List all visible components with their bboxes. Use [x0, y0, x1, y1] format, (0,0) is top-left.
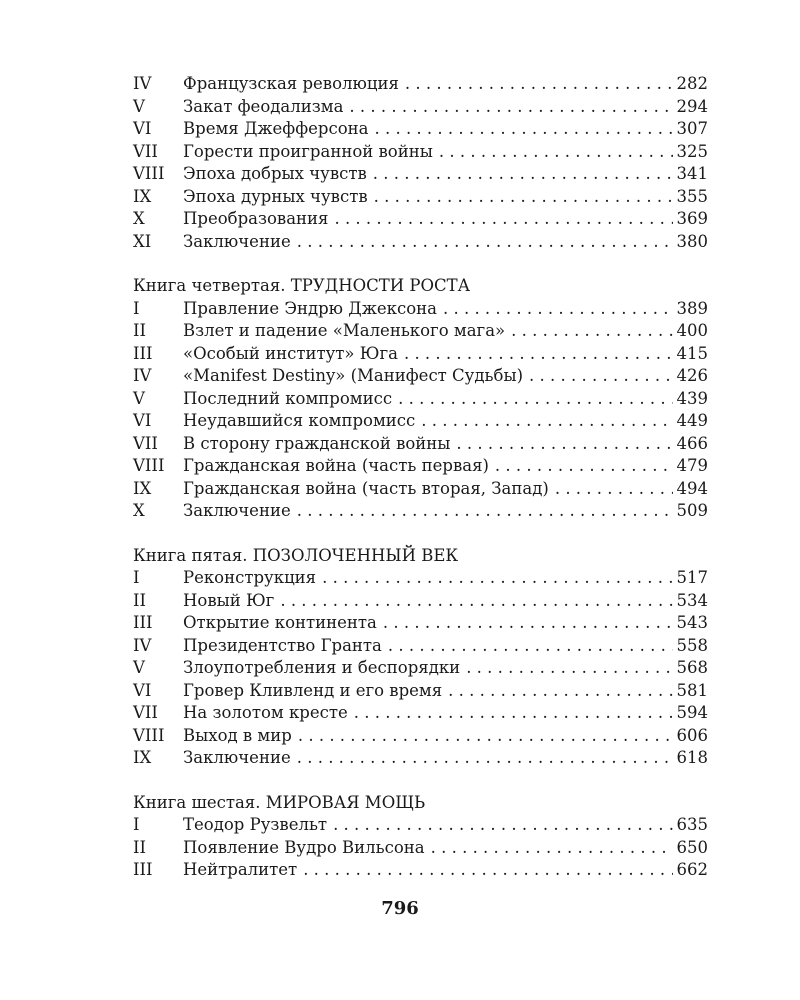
- dot-leader: [298, 725, 673, 748]
- chapter-title: Открытие континента: [183, 612, 383, 635]
- chapter-page: 355: [673, 186, 709, 209]
- dot-leader: [297, 500, 673, 523]
- chapter-number: II: [133, 590, 147, 610]
- chapter-title: Правление Эндрю Джексона: [183, 298, 443, 321]
- chapter-number: IX: [133, 478, 152, 498]
- chapter-number: VIII: [133, 456, 165, 475]
- chapter-title: Появление Вудро Вильсона: [183, 837, 431, 860]
- dot-leader: [297, 231, 673, 254]
- toc-row: [133, 208, 708, 231]
- toc-row: [133, 814, 708, 837]
- section-gap: [133, 523, 708, 545]
- toc-row: [133, 163, 708, 186]
- toc-page: [133, 73, 708, 882]
- dot-leader: [388, 635, 673, 658]
- toc-block-continuation: [133, 73, 708, 253]
- dot-leader: [456, 433, 672, 456]
- toc-block-book5: [133, 545, 708, 770]
- chapter-page: 282: [673, 73, 709, 96]
- chapter-number: VII: [133, 433, 158, 453]
- toc-block-book4: [133, 275, 708, 523]
- chapter-page: 543: [673, 612, 709, 635]
- dot-leader: [374, 186, 673, 209]
- chapter-number: VI: [133, 411, 152, 430]
- chapter-title: Преобразования: [183, 208, 334, 231]
- chapter-page: 426: [673, 365, 709, 388]
- chapter-number: VIII: [133, 164, 165, 183]
- chapter-number: II: [133, 321, 147, 340]
- chapter-page: 534: [673, 590, 709, 613]
- chapter-title: В сторону гражданской войны: [183, 433, 456, 456]
- dot-leader: [383, 612, 673, 635]
- chapter-number: III: [133, 613, 153, 632]
- chapter-page: 662: [673, 859, 709, 882]
- toc-row: [133, 725, 708, 748]
- chapter-title: Французская революция: [183, 73, 405, 96]
- toc-row: [133, 298, 708, 321]
- toc-row: [133, 365, 708, 388]
- chapter-title: Гражданская война (часть первая): [183, 455, 495, 478]
- chapter-title: Новый Юг: [183, 590, 280, 613]
- chapter-number: X: [133, 501, 145, 520]
- chapter-number: X: [133, 209, 145, 228]
- chapter-page: 509: [673, 500, 709, 523]
- toc-row: [133, 118, 708, 141]
- chapter-number: IX: [133, 748, 152, 767]
- toc-row: [133, 410, 708, 433]
- toc-row: [133, 859, 708, 882]
- toc-row: [133, 567, 708, 590]
- toc-row: [133, 433, 708, 456]
- chapter-page: 400: [673, 320, 709, 343]
- chapter-number: II: [133, 837, 147, 857]
- dot-leader: [374, 118, 672, 141]
- dot-leader: [466, 657, 672, 680]
- chapter-title: Выход в мир: [183, 725, 298, 748]
- dot-leader: [322, 567, 672, 590]
- chapter-number: IV: [133, 366, 152, 385]
- toc-row: [133, 388, 708, 411]
- dot-leader: [405, 73, 673, 96]
- chapter-page: 581: [673, 680, 709, 703]
- book-heading: Книга пятая. ПОЗОЛОЧЕННЫЙ ВЕК: [133, 545, 459, 565]
- dot-leader: [398, 388, 672, 411]
- chapter-page: 341: [673, 163, 709, 186]
- chapter-number: VIII: [133, 725, 165, 745]
- chapter-title: Заключение: [183, 231, 297, 254]
- toc-row: [133, 186, 708, 209]
- chapter-page: 325: [673, 141, 709, 164]
- toc-row: [133, 657, 708, 680]
- dot-leader: [333, 814, 672, 837]
- dot-leader: [297, 747, 673, 770]
- toc-row: [133, 680, 708, 703]
- dot-leader: [439, 141, 673, 164]
- dot-leader: [431, 837, 673, 860]
- toc-row: [133, 612, 708, 635]
- dot-leader: [303, 859, 672, 882]
- chapter-number: XI: [133, 231, 152, 251]
- chapter-number: I: [133, 568, 140, 587]
- chapter-title: Заключение: [183, 500, 297, 523]
- dot-leader: [421, 410, 672, 433]
- chapter-number: III: [133, 343, 153, 363]
- dot-leader: [555, 478, 673, 501]
- dot-leader: [495, 455, 673, 478]
- toc-row: [133, 837, 708, 860]
- chapter-title: Неудавшийся компромисс: [183, 410, 421, 433]
- chapter-number: V: [133, 96, 145, 116]
- chapter-title: Горести проигранной войны: [183, 141, 439, 164]
- chapter-title: Закат феодализма: [183, 96, 349, 119]
- toc-row: [133, 500, 708, 523]
- chapter-title: Гровер Кливленд и его время: [183, 680, 448, 703]
- toc-block-book6: [133, 792, 708, 882]
- chapter-page: 466: [673, 433, 709, 456]
- toc-row: [133, 141, 708, 164]
- toc-row: [133, 455, 708, 478]
- dot-leader: [448, 680, 672, 703]
- toc-row: [133, 96, 708, 119]
- chapter-page: 606: [673, 725, 709, 748]
- chapter-page: 494: [673, 478, 709, 501]
- dot-leader: [373, 163, 673, 186]
- chapter-title: Гражданская война (часть вторая, Запад): [183, 478, 555, 501]
- toc-row: [133, 747, 708, 770]
- chapter-title: «Особый институт» Юга: [183, 343, 404, 366]
- toc-row: [133, 231, 708, 254]
- chapter-number: VII: [133, 703, 158, 722]
- toc-row: [133, 702, 708, 725]
- chapter-title: Время Джефферсона: [183, 118, 374, 141]
- toc-row: [133, 320, 708, 343]
- chapter-page: 568: [673, 657, 709, 680]
- chapter-page: 307: [673, 118, 709, 141]
- chapter-page: 439: [673, 388, 709, 411]
- chapter-page: 635: [673, 814, 709, 837]
- dot-leader: [334, 208, 672, 231]
- chapter-title: Теодор Рузвельт: [183, 814, 333, 837]
- chapter-page: 479: [673, 455, 709, 478]
- chapter-page: 389: [673, 298, 709, 321]
- chapter-title: Эпоха дурных чувств: [183, 186, 374, 209]
- chapter-number: V: [133, 658, 145, 677]
- dot-leader: [349, 96, 672, 119]
- chapter-page: 369: [673, 208, 709, 231]
- toc-row: [133, 343, 708, 366]
- dot-leader: [280, 590, 672, 613]
- book-heading: Книга шестая. МИРОВАЯ МОЩЬ: [133, 792, 426, 812]
- chapter-page: 650: [673, 837, 709, 860]
- chapter-number: I: [133, 298, 140, 318]
- dot-leader: [443, 298, 673, 321]
- chapter-page: 415: [673, 343, 709, 366]
- chapter-title: Нейтралитет: [183, 859, 303, 882]
- chapter-page: 449: [673, 410, 709, 433]
- chapter-page: 558: [673, 635, 709, 658]
- chapter-page: 380: [673, 231, 709, 254]
- toc-row: [133, 590, 708, 613]
- section-gap: [133, 253, 708, 275]
- section-gap: [133, 770, 708, 792]
- chapter-number: IV: [133, 635, 152, 655]
- chapter-title: Взлет и падение «Маленького мага»: [183, 320, 511, 343]
- chapter-page: 517: [673, 567, 709, 590]
- chapter-title: На золотом кресте: [183, 702, 354, 725]
- chapter-page: 294: [673, 96, 709, 119]
- chapter-number: I: [133, 815, 140, 834]
- chapter-title: Президентство Гранта: [183, 635, 388, 658]
- toc-row: [133, 73, 708, 96]
- toc-row: [133, 478, 708, 501]
- dot-leader: [529, 365, 672, 388]
- chapter-number: IX: [133, 186, 152, 206]
- chapter-number: IV: [133, 74, 152, 93]
- chapter-number: VI: [133, 680, 152, 700]
- dot-leader: [511, 320, 672, 343]
- chapter-title: Заключение: [183, 747, 297, 770]
- chapter-title: Последний компромисс: [183, 388, 398, 411]
- chapter-title: Реконструкция: [183, 567, 322, 590]
- chapter-title: Злоупотребления и беспорядки: [183, 657, 466, 680]
- dot-leader: [354, 702, 673, 725]
- toc-row: [133, 635, 708, 658]
- chapter-title: «Manifest Destiny» (Манифест Судьбы): [183, 365, 529, 388]
- chapter-title: Эпоха добрых чувств: [183, 163, 373, 186]
- chapter-number: V: [133, 388, 145, 408]
- chapter-page: 594: [673, 702, 709, 725]
- dot-leader: [404, 343, 673, 366]
- book-heading: Книга четвертая. ТРУДНОСТИ РОСТА: [133, 276, 471, 295]
- chapter-number: III: [133, 860, 153, 879]
- chapter-page: 618: [673, 747, 709, 770]
- chapter-number: VII: [133, 141, 158, 161]
- page-number: 796: [381, 898, 419, 919]
- chapter-number: VI: [133, 119, 152, 138]
